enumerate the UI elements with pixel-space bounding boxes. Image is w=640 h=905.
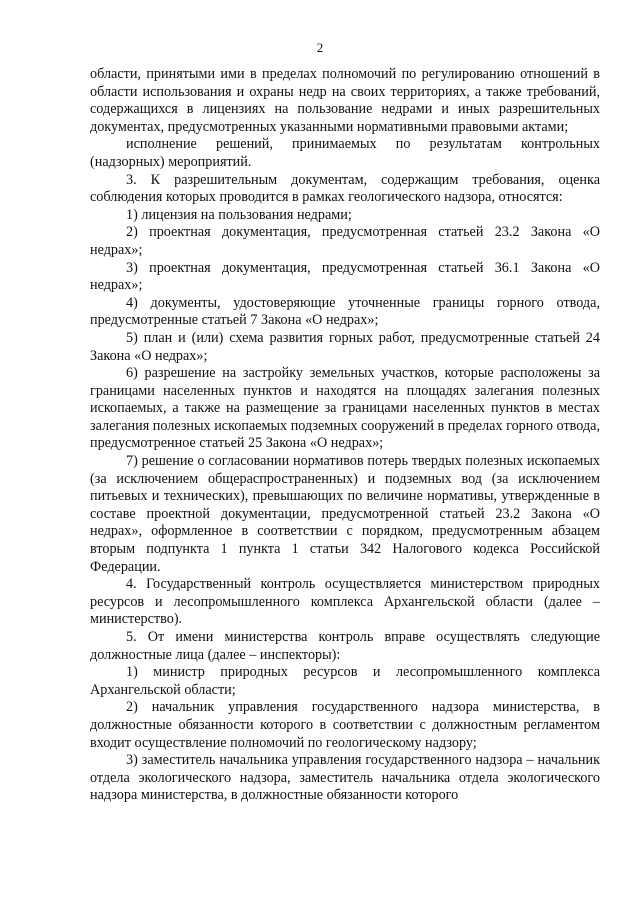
- page-number: 2: [316, 40, 324, 55]
- list-item-2: 2) проектная документация, предусмотренная статьей 23.2 Закона «О недрах»;: [90, 224, 600, 258]
- paragraph-4-control-authority: 4. Государственный контроль осуществляется министерством природных ресурсов и лесопромышленного комплекса Архангельской области (далее – министерство).: [90, 576, 600, 628]
- inspector-item-2: 2) начальник управления государственного надзора министерства, в должностные обязанности которого в соответствии с должностным регламентом входит осуществление полномочий по геологическому надзору;: [90, 699, 600, 751]
- list-item-1: 1) лицензия на пользования недрами;: [126, 206, 352, 223]
- list-item-6: 6) разрешение на застройку земельных участков, которые расположены за границами населенных пунктов и находятся на площадях залегания полезных ископаемых, а также на размещение за границами населенных пунктов в местах залегания полезных ископаемых подземных сооружений в пределах горного отвода, предусмотренное статьей 25 Закона «О недрах»;: [90, 365, 601, 452]
- inspector-item-3: 3) заместитель начальника управления государственного надзора – начальник отдела экологического надзора, заместитель начальника отдела экологического надзора министерства, в должностные обязанности которого: [90, 752, 600, 804]
- inspector-item-1: 1) министр природных ресурсов и лесопромышленного комплекса Архангельской области;: [90, 664, 600, 698]
- paragraph-3-permits: 3. К разрешительным документам, содержащим требования, оценка соблюдения которых проводится в рамках геологического надзора, относятся:: [90, 171, 600, 206]
- list-item-3: 3) проектная документация, предусмотренная статьей 36.1 Закона «О недрах»;: [90, 259, 600, 294]
- list-item-4: 4) документы, удостоверяющие уточненные границы горного отвода, предусмотренные статьей 7 Закона «О недрах»;: [90, 294, 600, 329]
- list-item-5: 5) план и (или) схема развития горных работ, предусмотренные статьей 24 Закона «О недрах»;: [90, 329, 600, 364]
- paragraph-execution-of-decisions: исполнение решений, принимаемых по результатам контрольных (надзорных) мероприятий.: [90, 136, 600, 170]
- list-item-7: 7) решение о согласовании нормативов потерь твердых полезных ископаемых (за исключением общераспространенных) и подземных вод (за исключением питьевых и технических), превышающих по величине нормативы, утвержденные в составе проектной документации, предусмотренной статьей 23.2 Закона «О недрах», оформленное в соответствии с порядком, предусмотренным абзацем вторым подпункта 1 пункта 1 статьи 342 Налогового кодекса Российской Федерации.: [90, 453, 600, 575]
- paragraph-continuation: области, принятыми ими в пределах полномочий по регулированию отношений в области использования и охраны недр на своих территориях, а также требований, содержащихся в лицензиях на пользование недрами и иных разрешительных документах, предусмотренных указанными нормативными правовыми актами;: [90, 66, 600, 135]
- document-body: [90, 66, 600, 805]
- paragraph-5-inspectors: 5. От имени министерства контроль вправе осуществлять следующие должностные лица (далее – инспекторы):: [90, 629, 600, 663]
